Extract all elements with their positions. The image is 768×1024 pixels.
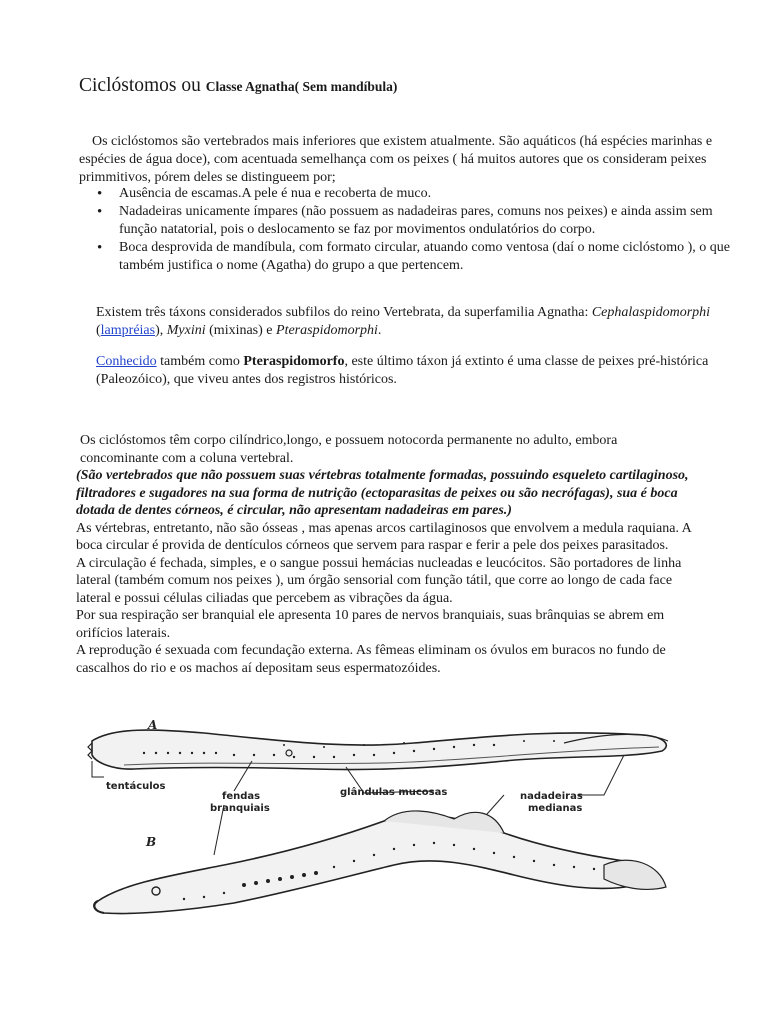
taxa-paragraph: [96, 304, 716, 340]
lamprey-b-body: [95, 815, 650, 914]
page-title: [79, 75, 397, 97]
known-bold-term: Pteraspidomorfo: [243, 354, 345, 369]
taxon-cephalaspidomorphi: Cephalaspidomorphi: [591, 305, 711, 320]
known-rest: , este último táxon já extinto é uma classe de peixes pré-histórica (Paleozóico), que viveu antes dos registros históricos.: [96, 354, 709, 387]
body-section: [76, 432, 696, 677]
conhecido-link[interactable]: Conhecido: [96, 354, 157, 369]
bullet-list: [97, 185, 734, 275]
body-paragraph-1: Os ciclóstomos têm corpo cilíndrico,longo, e possuem notocorda permanente no adulto, embora concominante com a coluna vertebral.: [80, 433, 618, 466]
known-paragraph: [96, 353, 716, 389]
label-medianas: medianas: [528, 803, 583, 814]
leader-nadadeiras: [579, 755, 624, 795]
body-paragraph-5: A reprodução é sexuada com fecundação externa. As fêmeas eliminam os óvulos em buracos no fundo de cascalhos do rio e os machos aí depositam seus espermatozóides.: [76, 643, 666, 676]
figure-label-b: B: [146, 835, 157, 849]
known-text: também como: [156, 354, 244, 369]
body-paragraph-4: Por sua respiração ser branquial ele apresenta 10 pares de nervos branquiais, suas brânquias se abrem em orifícios laterais.: [76, 608, 665, 641]
title-main: Ciclóstomos ou: [79, 75, 206, 96]
paren-open: (: [96, 323, 101, 338]
bullet-item: • Boca desprovida de mandíbula, com formato circular, atuando como ventosa (daí o nome ciclóstomo ), o que também justifica o nome (Agatha) do grupo a que pertencem.: [119, 239, 734, 275]
taxa-mid-text: (mixinas) e: [205, 323, 277, 338]
label-branquiais: branquiais: [210, 803, 270, 814]
body-paragraph-3: A circulação é fechada, simples, e o sangue possui hemácias nucleadas e leucócitos. São portadores de linha lateral (também comum nos peixes ), um órgão sensorial com função tátil, que corre ao longo de cada face lateral e possui células ciliadas que percebem as vibrações da água.: [76, 555, 682, 606]
label-glandulas-mucosas: glândulas mucosas: [340, 787, 448, 798]
lampreias-link[interactable]: lampréias: [100, 323, 156, 338]
taxa-end: .: [377, 323, 382, 338]
body-paragraph-emphasis: (São vertebrados que não possuem suas vértebras totalmente formadas, possuindo esqueleto cartilaginoso, filtradores e sugadores na sua forma de nutrição (ectoparasitas de peixes ou são necrófagas), sua é boca dotada de dentes córneos, é circular, não apresentam nadadeiras em pares.): [76, 468, 689, 518]
intro-paragraph: Os ciclóstomos são vertebrados mais inferiores que existem atualmente. São aquáticos (há espécies marinhas e espécies de água doce), com acentuada semelhança com os peixes ( há muitos autores que os consideram peixes primmitivos, pórem deles se distingueem por;: [79, 134, 713, 185]
label-fendas: fendas: [222, 791, 261, 802]
label-tentaculos: tentáculos: [106, 781, 166, 792]
lamprey-illustration: [84, 715, 674, 935]
title-subtitle: Classe Agnatha( Sem mandíbula): [205, 79, 398, 94]
bullet-item: • Ausência de escamas.A pele é nua e recoberta de muco.: [119, 185, 734, 203]
taxa-text: Existem três táxons considerados subfilos do reino Vertebrata, da superfamilia Agnatha:: [96, 305, 592, 320]
taxon-pteraspidomorphi: Pteraspidomorphi: [276, 323, 378, 338]
label-nadadeiras: nadadeiras: [520, 791, 583, 802]
bullet-item: • Nadadeiras unicamente ímpares (não possuem as nadadeiras pares, comuns nos peixes) e ainda assim sem função natatorial, pois o deslocamento se faz por movimentos ondulatórios do corpo.: [119, 203, 734, 239]
figure-label-a: A: [148, 718, 158, 732]
paren-close: ),: [155, 323, 167, 338]
body-paragraph-2: As vértebras, entretanto, não são ósseas , mas apenas arcos cartilaginosos que envolvem a medula raquiana. A boca circular é provida de dentículos córneos que servem para raspar e ferir a pele dos peixes parasitados.: [76, 520, 692, 553]
taxon-myxini: Myxini: [166, 323, 206, 338]
